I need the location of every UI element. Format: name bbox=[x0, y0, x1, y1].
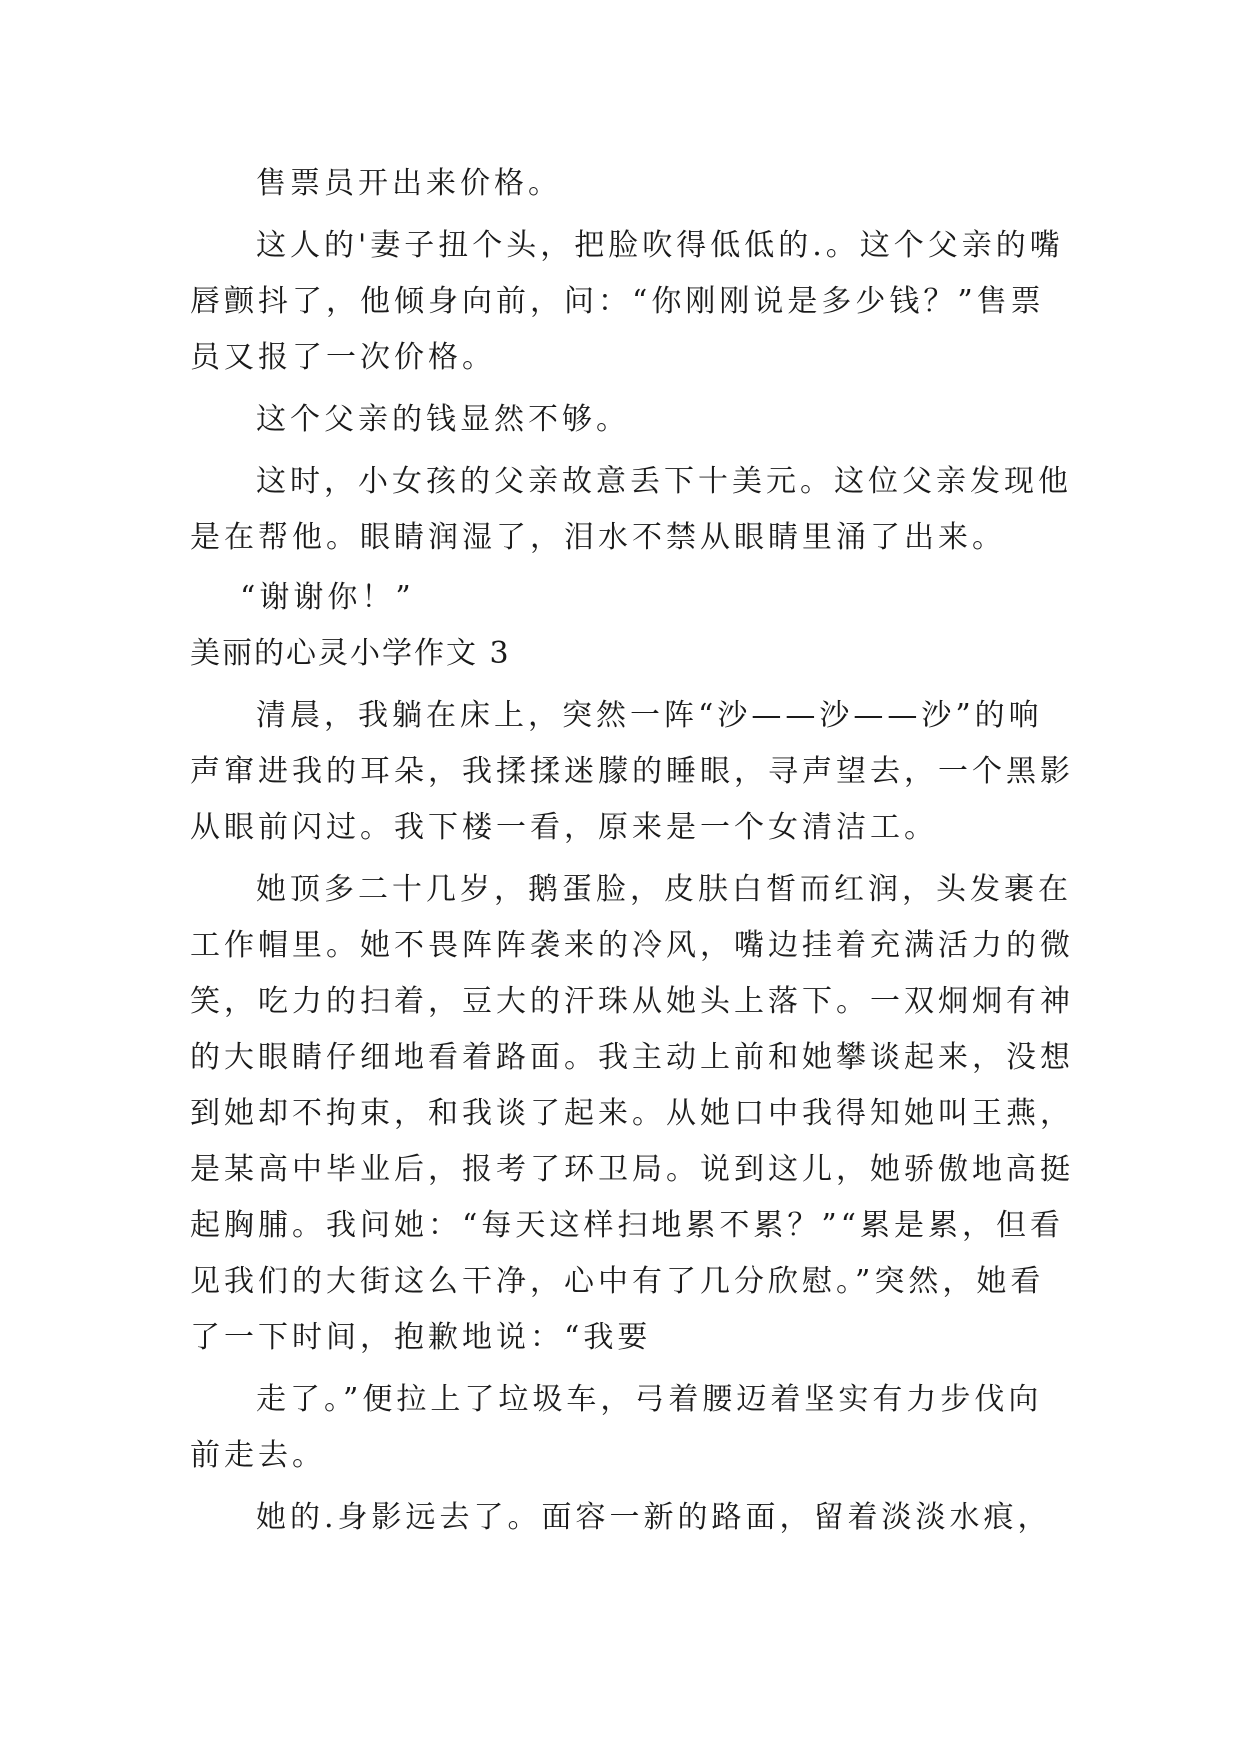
paragraph-line: 见我们的大街这么干净，心中有了几分欣慰。”突然，她看 bbox=[190, 1264, 1045, 1299]
paragraph-line: 的大眼睛仔细地看着路面。我主动上前和她攀谈起来，没想 bbox=[190, 1040, 1074, 1075]
paragraph-line: 唇颤抖了，他倾身向前，问：“你刚刚说是多少钱？”售票 bbox=[190, 284, 1045, 319]
paragraph-line: 是在帮他。眼睛润湿了，泪水不禁从眼睛里涌了出来。 bbox=[190, 520, 1006, 555]
paragraph-line: 她顶多二十几岁，鹅蛋脸，皮肤白皙而红润，头发裹在 bbox=[256, 872, 1072, 907]
paragraph-line: 笑，吃力的扫着，豆大的汗珠从她头上落下。一双炯炯有神 bbox=[190, 984, 1074, 1019]
paragraph-line: 员又报了一次价格。 bbox=[190, 340, 496, 375]
section-heading: 美丽的心灵小学作文 3 bbox=[190, 636, 511, 671]
paragraph-line: 是某高中毕业后，报考了环卫局。说到这儿，她骄傲地高挺 bbox=[190, 1152, 1074, 1187]
paragraph-line: 声窜进我的耳朵，我揉揉迷朦的睡眼，寻声望去，一个黑影 bbox=[190, 754, 1074, 789]
paragraph-line: 前走去。 bbox=[190, 1438, 326, 1473]
paragraph-line: 清晨，我躺在床上，突然一阵“沙——沙——沙”的响 bbox=[256, 698, 1043, 733]
paragraph-line: 到她却不拘束，和我谈了起来。从她口中我得知她叫王燕， bbox=[190, 1096, 1074, 1131]
paragraph-line: “谢谢你！” bbox=[240, 580, 415, 615]
paragraph-line: 这个父亲的钱显然不够。 bbox=[256, 402, 630, 437]
paragraph-line: 走了。”便拉上了垃圾车，弓着腰迈着坚实有力步伐向 bbox=[256, 1382, 1043, 1417]
paragraph-line: 起胸脯。我问她：“每天这样扫地累不累？”“累是累，但看 bbox=[190, 1208, 1065, 1243]
paragraph-line: 工作帽里。她不畏阵阵袭来的冷风，嘴边挂着充满活力的微 bbox=[190, 928, 1074, 963]
paragraph-line: 了一下时间，抱歉地说：“我要 bbox=[190, 1320, 652, 1355]
paragraph-line: 售票员开出来价格。 bbox=[256, 166, 562, 201]
paragraph-line: 她的.身影远去了。面容一新的路面，留着淡淡水痕， bbox=[256, 1500, 1052, 1535]
paragraph-line: 从眼前闪过。我下楼一看，原来是一个女清洁工。 bbox=[190, 810, 938, 845]
paragraph-line: 这人的'妻子扭个头，把脸吹得低低的.。这个父亲的嘴 bbox=[256, 228, 1064, 263]
paragraph-line: 这时，小女孩的父亲故意丢下十美元。这位父亲发现他 bbox=[256, 464, 1072, 499]
